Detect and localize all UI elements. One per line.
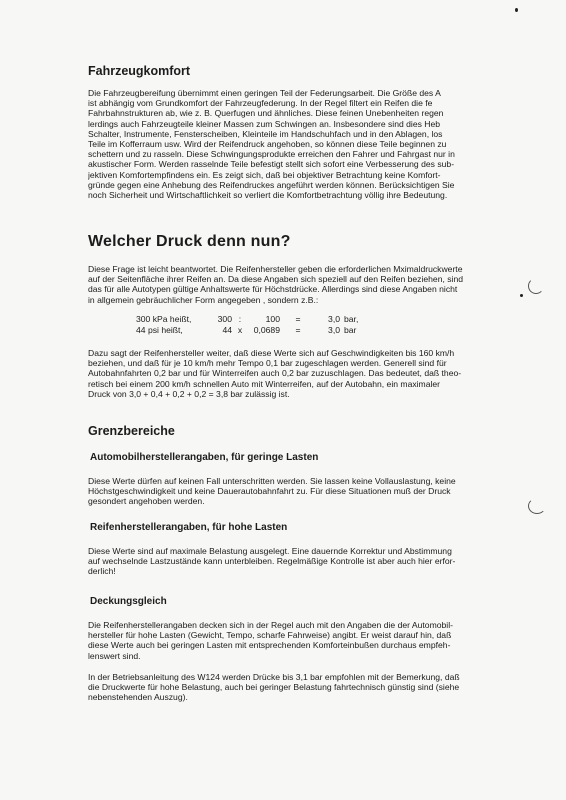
text-line: hersteller für hohe Lasten (Gewicht, Tempo, scharfe Fahrweise) angibt. Er weist darauf hin, daß xyxy=(88,630,452,641)
conversion-table xyxy=(136,314,358,336)
text-line: akustischer Form. Werden rasselnde Teile befestigt stellt sich sofort eine Verbesserung des sub- xyxy=(88,159,455,170)
conversion-operator: x xyxy=(237,325,243,335)
heading-welcher-druck: Welcher Druck denn nun? xyxy=(88,233,291,250)
text-line: auf der Seitenfläche ihrer Reifen an. Da diese Angaben sich speziell auf den Reifen beziehen, sind xyxy=(88,274,464,285)
conversion-unit: bar, xyxy=(344,314,359,324)
text-line: In der Betriebsanleitung des W124 werden Drücke bis 3,1 bar empfohlen mit der Bemerkung, daß xyxy=(88,672,460,682)
text-line: Diese Frage ist leicht beantwortet. Die Reifenhersteller geben die erforderlichen Mximaldruckwerte xyxy=(88,264,463,274)
conversion-equals: = xyxy=(295,314,301,324)
conversion-row xyxy=(136,314,358,325)
conversion-result: 3,0 xyxy=(328,325,340,335)
paragraph-reifenhersteller xyxy=(88,546,566,577)
scan-smudge xyxy=(528,498,546,514)
text-line: lerdings auch Fahrzeugteile kleiner Massen zum Schwingen an. Insbesondere sind dies Heb xyxy=(88,118,441,129)
text-line: beziehen, und daß für je 10 km/h mehr Tempo 0,1 bar zugeschlagen werden. Generell sind für xyxy=(88,358,447,369)
conversion-unit: bar xyxy=(344,325,357,335)
text-line: lenswert sind. xyxy=(88,650,141,661)
text-line: Autobahnfahrten 0,2 bar und für Winterreifen auch 0,2 bar zuzuschlagen. Das bedeutet, daß theo- xyxy=(88,368,462,379)
text-line: gründe gegen eine Anhebung des Reifendruckes angeführt werden können. Berücksichtigen Sie xyxy=(88,179,455,190)
text-line: Schalter, Instrumente, Fensterscheiben, Kleinteile im Handschuhfach und in den Ablagen, los xyxy=(88,128,443,139)
paragraph-betriebsanleitung xyxy=(88,672,566,703)
text-line: diese Werte auch bei geringen Lasten mit entsprechenden Komforteinbußen durchaus empfeh- xyxy=(88,640,451,651)
heading-fahrzeugkomfort: Fahrzeugkomfort xyxy=(88,64,191,78)
scan-speck xyxy=(520,294,523,297)
text-line: Diese Werte sind auf maximale Belastung ausgelegt. Eine dauernde Korrektur und Abstimmung xyxy=(88,546,452,556)
paragraph-fahrzeugkomfort xyxy=(88,88,566,200)
text-line: nebenstehenden Auszug). xyxy=(88,692,188,703)
conversion-label: 300 kPa heißt, xyxy=(136,314,192,324)
text-line: noch Sicherheit und Wirtschaftlichkeit so verliert die Komfortbetrachtung völlig ihre Bedeutung. xyxy=(88,190,448,201)
text-line: Die Reifenherstellerangaben decken sich in der Regel auch mit den Angaben die der Automobil- xyxy=(88,620,453,630)
conversion-result: 3,0 xyxy=(328,314,340,324)
text-line: Höchstgeschwindigkeit und keine Dauerautobahnfahrt zu. Für diese Situationen muß der Druck xyxy=(88,486,451,497)
text-line: auf wechselnde Lastzustände kann unterbleiben. Regelmäßige Kontrolle ist aber auch hier erfor- xyxy=(88,556,456,567)
text-line: Dazu sagt der Reifenhersteller weiter, daß diese Werte sich auf Geschwindigkeiten bis 160 km/h xyxy=(88,348,455,358)
subheading-reifenhersteller: Reifenherstellerangaben, für hohe Lasten xyxy=(90,522,288,533)
text-line: Druck von 3,0 + 0,4 + 0,2 + 0,2 = 3,8 bar zulässig ist. xyxy=(88,388,290,399)
subheading-deckungsgleich: Deckungsgleich xyxy=(90,596,167,607)
text-line: gesondert angehoben werden. xyxy=(88,496,205,507)
conversion-equals: = xyxy=(295,325,301,335)
conversion-row xyxy=(136,325,358,336)
paragraph-welcher-druck xyxy=(88,264,566,305)
text-line: in allgemein gebräuchlicher Form angegeben , sondern z.B.: xyxy=(88,294,319,305)
text-line: retisch bei einem 200 km/h schnellen Auto mit Winterreifen, auf der Autobahn, ein maximaler xyxy=(88,378,441,389)
text-line: jektiven Komfortempfindens ein. Es zeigt sich, daß bei objektiver Betrachtung keine Komfort- xyxy=(88,169,441,180)
text-line: derlich! xyxy=(88,566,116,577)
text-line: Fahrbahnstrukturen ab, wie z. B. Querfugen und ähnliches. Diese feinen Unebenheiten regen xyxy=(88,108,444,119)
subheading-automobilhersteller: Automobilherstellerangaben, für geringe Lasten xyxy=(90,452,319,463)
paragraph-druck-erklaerung xyxy=(88,348,566,399)
conversion-label: 44 psi heißt, xyxy=(136,325,183,335)
text-line: schettern und zu rasseln. Diese Schwingungsprodukte erreichen den Fahrer und Fahrgast nur in xyxy=(88,149,455,160)
heading-grenzbereiche: Grenzbereiche xyxy=(88,424,175,438)
text-line: Diese Werte dürfen auf keinen Fall unterschritten werden. Sie lassen keine Vollauslastung, keine xyxy=(88,476,456,486)
conversion-operator: : xyxy=(238,314,242,324)
text-line: das für alle Autotypen gültige Anhaltswerte für Höchstdrücke. Allerdings sind diese Angaben nicht xyxy=(88,284,458,295)
conversion-factor: 0,0689 xyxy=(253,325,280,335)
text-line: ist abhängig vom Grundkomfort der Fahrzeugfederung. In der Regel filtert ein Reifen die fe xyxy=(88,98,433,109)
text-line: Die Fahrzeugbereifung übernimmt einen geringen Teil der Federungsarbeit. Die Größe des A xyxy=(88,88,441,98)
scan-smudge xyxy=(528,278,544,294)
conversion-operand: 300 xyxy=(217,314,232,324)
paragraph-automobilhersteller xyxy=(88,476,566,507)
text-line: die Druckwerte für hohe Belastung, auch bei geringer Belastung fahrtechnisch günstig sind (siehe xyxy=(88,682,460,693)
scan-speck xyxy=(515,8,518,12)
conversion-operand: 44 xyxy=(222,325,232,335)
conversion-factor: 100 xyxy=(265,314,280,324)
paragraph-deckungsgleich xyxy=(88,620,566,661)
text-line: Teile im Kofferraum usw. Wird der Reifendruck angehoben, so können diese Teile beginnen zu xyxy=(88,139,447,150)
